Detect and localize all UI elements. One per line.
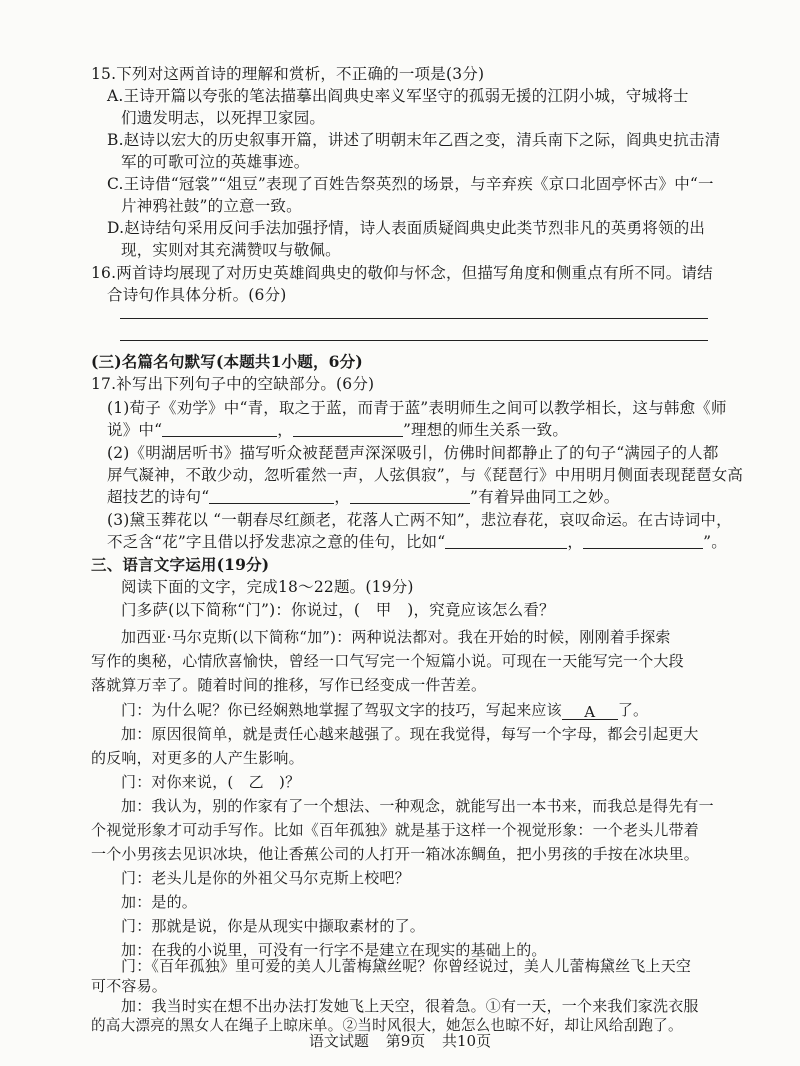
- dialogue-p6-line1: 加：我认为，别的作家有了一个想法、一种观念，就能写出一本书来，而我总是得先有一: [121, 797, 714, 815]
- footer-subject: 语文试题: [308, 1032, 369, 1050]
- footer-total-pages: 共10页: [442, 1032, 492, 1050]
- q15-option-a-line1: A.王诗开篇以夸张的笔法描摹出阎典史率义军坚守的孤弱无援的江阴小城，守城将士: [107, 87, 689, 105]
- q15-option-c-line1: C.王诗借“冠裳”“俎豆”表现了百姓告祭英烈的场景，与辛弃疾《京口北固亭怀古》中“一: [107, 175, 714, 193]
- fill-blank-a[interactable]: A: [562, 702, 618, 720]
- dialogue-p8: 加：是的。: [121, 893, 198, 911]
- q15-option-d-line2: 现，实则对其充满赞叹与敬佩。: [121, 241, 341, 259]
- q15-stem: 15.下列对这两首诗的理解和赏析，不正确的一项是(3分): [91, 65, 485, 83]
- dialogue-p4-line2: 的反响，对更多的人产生影响。: [91, 749, 304, 767]
- q15-option-b-line2: 军的可歌可泣的英雄事迹。: [121, 153, 310, 171]
- q15-option-d-line1: D.赵诗结句采用反问手法加强抒情，诗人表面质疑阎典史此类节烈非凡的英勇将领的出: [107, 219, 706, 237]
- q16-line2: 合诗句作具体分析。(6分): [107, 286, 287, 304]
- q17-item3-line1: (3)黛玉葬花以 “一朝春尽红颜老，花落人亡两不知”，悲泣春花，哀叹命运。在古诗词中，: [107, 511, 732, 529]
- dialogue-p12-line2: 的高大漂亮的黑女人在绳子上晾床单。②当时风很大，她怎么也晾不好，却让风给刮跑了。: [91, 1017, 683, 1034]
- dialogue-p9: 门：那就是说，你是从现实中撷取素材的了。: [121, 917, 426, 935]
- dialogue-p12-line1: 加：我当时实在想不出办法打发她飞上天空，很着急。①有一天，一个来我们家洗衣服: [121, 997, 699, 1015]
- fill-blank[interactable]: [583, 533, 703, 549]
- section-3-heading: (三)名篇名句默写(本题共1小题，6分): [91, 352, 363, 371]
- q16-line1: 16.两首诗均展现了对历史英雄阎典史的敬仰与怀念，但描写角度和侧重点有所不同。请结: [91, 264, 713, 282]
- q17-item3-line2: 不乏含“花”字且借以抒发悲凉之意的佳句，比如“ ， ”。: [107, 533, 727, 551]
- dialogue-p2-line2: 写作的奥秘，心情欣喜愉快，曾经一口气写完一个短篇小说。可现在一天能写完一个大段: [91, 652, 684, 670]
- answer-line-1: [120, 318, 708, 319]
- fill-blank[interactable]: [162, 421, 277, 437]
- dialogue-p5: 门：对你来说，( 乙 )？: [121, 773, 301, 791]
- dialogue-p11-line1: 门：《百年孤独》里可爱的美人儿蕾梅黛丝呢？你曾经说过，美人儿蕾梅黛丝飞上天空: [121, 957, 692, 975]
- dialogue-p11-line2: 可不容易。: [91, 977, 168, 995]
- q15-option-c-line2: 片神鸦社鼓”的立意一致。: [121, 197, 302, 215]
- dialogue-p10: 加：在我的小说里，可没有一行字不是建立在现实的基础上的。: [121, 941, 547, 959]
- answer-line-2: [120, 340, 708, 341]
- q17-item2-line1: (2)《明湖居听书》描写听众被琵琶声深深吸引，仿佛时间都静止了的句子“满园子的人都: [107, 444, 719, 462]
- q17-item2-line3: 超技艺的诗句“ ， ”有着异曲同工之妙。: [107, 488, 620, 506]
- q15-option-a-line2: 们遗发明志，以死捍卫家园。: [121, 109, 326, 127]
- q15-option-b-line1: B.赵诗以宏大的历史叙事开篇，讲述了明朝末年乙酉之变，清兵南下之际，阎典史抗击清: [107, 131, 721, 149]
- q17-stem: 17.补写出下列句子中的空缺部分。(6分): [91, 375, 375, 393]
- fill-blank[interactable]: [293, 421, 403, 437]
- footer-page-number: 第9页: [385, 1032, 426, 1050]
- dialogue-p2-line1: 加西亚·马尔克斯(以下简称“加”)：两种说法都对。我在开始的时候，刚刚着手探索: [121, 628, 671, 646]
- dialogue-p4-line1: 加：原因很简单，就是责任心越来越强了。现在我觉得，每写一个字母，都会引起更大: [121, 725, 699, 743]
- dialogue-p7: 门：老头儿是你的外祖父马尔克斯上校吧？: [121, 869, 410, 887]
- fill-blank[interactable]: [445, 533, 567, 549]
- dialogue-p1: 门多萨(以下简称“门”)：你说过，( 甲 )，究竟应该怎么看？: [121, 601, 555, 619]
- q17-item1-line2: 说》中“ ， ”理想的师生关系一致。: [107, 421, 569, 439]
- part-3-heading: 三、语言文字运用(19分): [91, 555, 270, 574]
- dialogue-p3: 门：为什么呢？你已经娴熟地掌握了驾驭文字的技巧，写起来应该 A 了。: [121, 701, 649, 721]
- part-3-intro: 阅读下面的文字，完成18～22题。(19分): [121, 578, 414, 596]
- fill-blank[interactable]: [209, 488, 334, 504]
- dialogue-p6-line3: 一个小男孩去见识冰块，他让香蕉公司的人打开一箱冰冻鲷鱼，把小男孩的手按在冰块里。: [91, 845, 700, 863]
- fill-blank[interactable]: [350, 488, 470, 504]
- q17-item2-line2: 屏气凝神，不敢少动，忽听霍然一声，人弦俱寂”，与《琵琶行》中用明月侧面表现琵琶女高: [107, 466, 744, 484]
- dialogue-p2-line3: 落就算万幸了。随着时间的推移，写作已经变成一件苦差。: [91, 676, 487, 694]
- q17-item1-line1: (1)荀子《劝学》中“青，取之于蓝，而青于蓝”表明师生之间可以教学相长，这与韩愈《师: [107, 399, 727, 417]
- dialogue-p6-line2: 个视觉形象才可动手写作。比如《百年孤独》就是基于这样一个视觉形象：一个老头儿带着: [91, 821, 700, 839]
